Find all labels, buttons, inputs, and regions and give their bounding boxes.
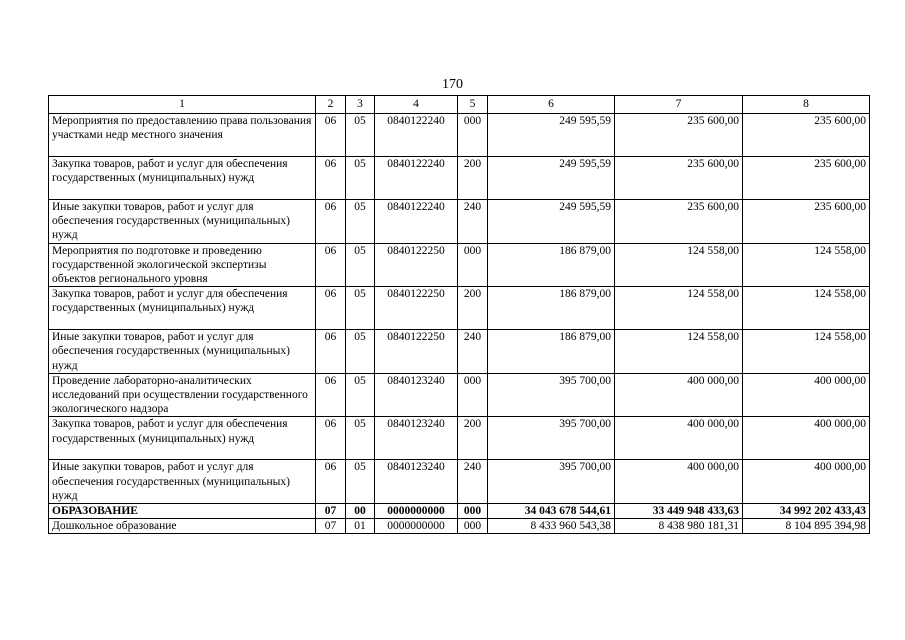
- amount-col7: 8 438 980 181,31: [615, 519, 743, 534]
- item-name: Закупка товаров, работ и услуг для обеспечения государственных (муниципальных) нужд: [49, 417, 316, 460]
- column-header: 4: [375, 96, 458, 114]
- table-row: [49, 519, 870, 534]
- amount-col8: 124 558,00: [743, 287, 870, 330]
- subsection-code: 05: [346, 200, 375, 244]
- item-name: Дошкольное образование: [49, 519, 316, 534]
- subsection-code: 05: [346, 243, 375, 287]
- target-article-code: 0840122250: [375, 287, 458, 330]
- table-row: [49, 373, 870, 417]
- section-code: 06: [316, 373, 346, 417]
- target-article-code: 0840123240: [375, 460, 458, 504]
- item-name: Иные закупки товаров, работ и услуг для обеспечения государственных (муниципальных) нужд: [49, 330, 316, 374]
- section-code: 06: [316, 460, 346, 504]
- expense-type-code: 200: [458, 287, 488, 330]
- item-name: Иные закупки товаров, работ и услуг для обеспечения государственных (муниципальных) нужд: [49, 200, 316, 244]
- amount-col8: 400 000,00: [743, 417, 870, 460]
- table-row: [49, 200, 870, 244]
- expense-type-code: 000: [458, 373, 488, 417]
- section-code: 06: [316, 287, 346, 330]
- section-code: 06: [316, 200, 346, 244]
- amount-col6: 186 879,00: [488, 330, 615, 374]
- section-code: 07: [316, 504, 346, 519]
- amount-col8: 124 558,00: [743, 243, 870, 287]
- expense-type-code: 000: [458, 114, 488, 157]
- amount-col8: 34 992 202 433,43: [743, 504, 870, 519]
- expense-type-code: 240: [458, 460, 488, 504]
- amount-col8: 235 600,00: [743, 200, 870, 244]
- amount-col8: 400 000,00: [743, 373, 870, 417]
- item-name: Мероприятия по подготовке и проведению государственной экологической экспертизы объектов регионального уровня: [49, 243, 316, 287]
- target-article-code: 0840122240: [375, 157, 458, 200]
- target-article-code: 0840122240: [375, 200, 458, 244]
- amount-col8: 235 600,00: [743, 157, 870, 200]
- amount-col7: 400 000,00: [615, 417, 743, 460]
- target-article-code: 0000000000: [375, 504, 458, 519]
- subsection-code: 05: [346, 460, 375, 504]
- expense-type-code: 000: [458, 519, 488, 534]
- amount-col6: 395 700,00: [488, 417, 615, 460]
- item-name: Проведение лабораторно-аналитических исследований при осуществлении государственного экологического надзора: [49, 373, 316, 417]
- subsection-code: 05: [346, 417, 375, 460]
- table-row: [49, 417, 870, 460]
- item-name: Закупка товаров, работ и услуг для обеспечения государственных (муниципальных) нужд: [49, 287, 316, 330]
- section-code: 06: [316, 157, 346, 200]
- subsection-code: 05: [346, 157, 375, 200]
- column-header: 6: [488, 96, 615, 114]
- column-header: 5: [458, 96, 488, 114]
- column-header: 1: [49, 96, 316, 114]
- section-code: 07: [316, 519, 346, 534]
- expense-type-code: 200: [458, 157, 488, 200]
- section-code: 06: [316, 330, 346, 374]
- amount-col7: 235 600,00: [615, 157, 743, 200]
- amount-col6: 249 595,59: [488, 157, 615, 200]
- amount-col8: 400 000,00: [743, 460, 870, 504]
- amount-col8: 124 558,00: [743, 330, 870, 374]
- target-article-code: 0840122240: [375, 114, 458, 157]
- amount-col7: 124 558,00: [615, 330, 743, 374]
- item-name: Закупка товаров, работ и услуг для обеспечения государственных (муниципальных) нужд: [49, 157, 316, 200]
- table-row: [49, 287, 870, 330]
- expense-type-code: 240: [458, 330, 488, 374]
- target-article-code: 0840122250: [375, 330, 458, 374]
- column-header: 2: [316, 96, 346, 114]
- subsection-code: 05: [346, 114, 375, 157]
- amount-col7: 33 449 948 433,63: [615, 504, 743, 519]
- header-row: [49, 96, 870, 114]
- table-row: [49, 330, 870, 374]
- section-total-row: [49, 504, 870, 519]
- column-header: 7: [615, 96, 743, 114]
- section-code: 06: [316, 417, 346, 460]
- amount-col7: 124 558,00: [615, 287, 743, 330]
- amount-col6: 34 043 678 544,61: [488, 504, 615, 519]
- amount-col7: 400 000,00: [615, 373, 743, 417]
- expense-type-code: 000: [458, 504, 488, 519]
- target-article-code: 0840123240: [375, 417, 458, 460]
- target-article-code: 0840122250: [375, 243, 458, 287]
- table-row: [49, 243, 870, 287]
- amount-col7: 235 600,00: [615, 114, 743, 157]
- amount-col6: 186 879,00: [488, 243, 615, 287]
- amount-col6: 8 433 960 543,38: [488, 519, 615, 534]
- subsection-code: 01: [346, 519, 375, 534]
- amount-col8: 235 600,00: [743, 114, 870, 157]
- item-name: Иные закупки товаров, работ и услуг для обеспечения государственных (муниципальных) нужд: [49, 460, 316, 504]
- subsection-code: 05: [346, 287, 375, 330]
- amount-col6: 249 595,59: [488, 114, 615, 157]
- column-header: 3: [346, 96, 375, 114]
- amount-col7: 124 558,00: [615, 243, 743, 287]
- column-header: 8: [743, 96, 870, 114]
- table-row: [49, 460, 870, 504]
- section-code: 06: [316, 243, 346, 287]
- section-code: 06: [316, 114, 346, 157]
- item-name: Мероприятия по предоставлению права пользования участками недр местного значения: [49, 114, 316, 157]
- amount-col7: 400 000,00: [615, 460, 743, 504]
- amount-col6: 249 595,59: [488, 200, 615, 244]
- page-number: 170: [442, 77, 463, 92]
- expense-type-code: 200: [458, 417, 488, 460]
- budget-table: [48, 95, 870, 534]
- target-article-code: 0000000000: [375, 519, 458, 534]
- table-row: [49, 114, 870, 157]
- item-name: ОБРАЗОВАНИЕ: [49, 504, 316, 519]
- amount-col6: 186 879,00: [488, 287, 615, 330]
- amount-col6: 395 700,00: [488, 460, 615, 504]
- subsection-code: 00: [346, 504, 375, 519]
- subsection-code: 05: [346, 330, 375, 374]
- target-article-code: 0840123240: [375, 373, 458, 417]
- amount-col8: 8 104 895 394,98: [743, 519, 870, 534]
- amount-col6: 395 700,00: [488, 373, 615, 417]
- subsection-code: 05: [346, 373, 375, 417]
- amount-col7: 235 600,00: [615, 200, 743, 244]
- table-row: [49, 157, 870, 200]
- expense-type-code: 000: [458, 243, 488, 287]
- expense-type-code: 240: [458, 200, 488, 244]
